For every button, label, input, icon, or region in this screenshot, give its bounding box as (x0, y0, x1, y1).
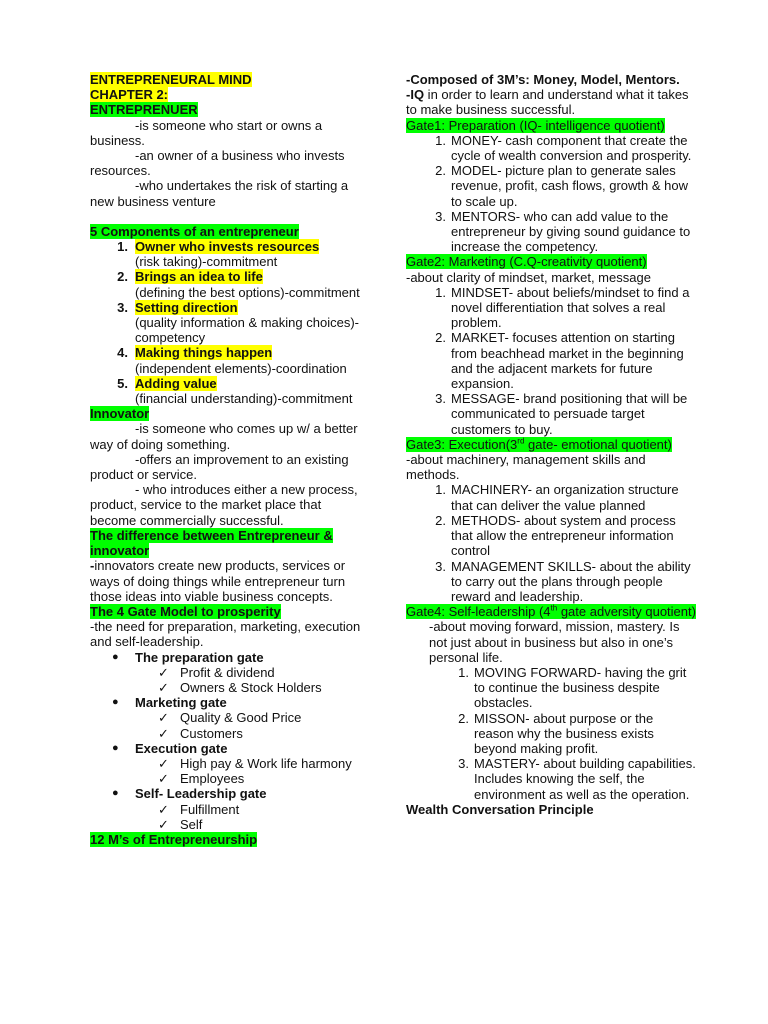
gate3-heading: Gate3: Execution(3rd gate- emotional quotient) (406, 436, 672, 452)
component-desc: (defining the best options)-commitment (135, 284, 360, 300)
gate-label: Marketing gate (135, 695, 227, 711)
component-item: 4. Making things happen (independent elements)-coordination (90, 345, 365, 375)
right-column (406, 72, 696, 817)
gate1-item: 2. MODEL- picture plan to generate sales revenue, profit, cash flows, growth & how to scale up. (435, 163, 689, 209)
components-heading: 5 Components of an entrepreneur (90, 223, 299, 239)
gate4-heading: Gate4: Self-leadership (4th gate adversity quotient) (406, 603, 696, 620)
gate-subitem: ✓ Quality & Good Price (158, 710, 302, 726)
gate-label: Self- Leadership gate (135, 786, 267, 802)
bullet-icon: ● (112, 696, 119, 709)
iq-text: -IQ in order to learn and understand what it takes to make business successful. (406, 87, 689, 118)
gate4-item: 2. MISSON- about purpose or the reason why the business exists beyond making profit. (458, 710, 654, 756)
component-label: Owner who invests resources (135, 239, 320, 255)
gate-subitem: ✓ Self (158, 816, 203, 832)
gate4-intro: -about moving forward, mission, mastery. Is not just about in business but also in one’s personal life. (429, 619, 680, 665)
checkmark-icon: ✓ (158, 664, 169, 680)
gate2-item: 2. MARKET- focuses attention on starting from beachhead market in the beginning and the adjacent markets for future expansion. (435, 330, 684, 392)
entrepreneur-definition-3: -who undertakes the risk of starting a new business venture (90, 178, 349, 209)
gate-subitem: ✓ Owners & Stock Holders (158, 679, 322, 695)
gate4-item: 1. MOVING FORWARD- having the grit to continue the business despite obstacles. (458, 664, 687, 711)
checkmark-icon: ✓ (158, 771, 169, 787)
gate2-item: 3. MESSAGE- brand positioning that will be communicated to persuade target customers to buy. (435, 391, 688, 437)
gate1-item: 1. MONEY- cash component that create the cycle of wealth conversion and prosperity. (435, 132, 692, 164)
wealth-conversation-heading: Wealth Conversation Principle (406, 801, 594, 817)
innovator-definition-3: - who introduces either a new process, product, service to the market place that become commercially successful. (90, 482, 358, 528)
gate2-item: 1. MINDSET- about beliefs/mindset to find a novel differentiation that solves a real problem. (435, 284, 690, 331)
gate2-heading: Gate2: Marketing (C.Q-creativity quotient) (406, 254, 647, 270)
checkmark-icon: ✓ (158, 755, 169, 771)
checkmark-icon: ✓ (158, 816, 169, 832)
innovator-heading: Innovator (90, 406, 150, 422)
gate-label: The preparation gate (135, 649, 264, 665)
component-desc: (financial understanding)-commitment (135, 391, 353, 407)
bullet-icon: ● (112, 650, 119, 663)
component-item: 1. Owner who invests resources (risk taking)-commitment (90, 239, 365, 269)
innovator-definition-1: -is someone who comes up w/ a better way of doing something. (90, 421, 358, 452)
bullet-icon: ● (112, 787, 119, 800)
gate-subitem: ✓ Profit & dividend (158, 664, 275, 680)
gate3-item: 3. MANAGEMENT SKILLS- about the ability to carry out the plans through people reward and leadership. (435, 558, 691, 604)
gate-item (90, 786, 365, 801)
gate-model-heading: The 4 Gate Model to prosperity (90, 603, 281, 619)
component-desc: (independent elements)-coordination (135, 360, 347, 376)
gate-subitem: ✓ High pay & Work life harmony (158, 755, 352, 771)
title-entrepreneur: ENTREPRENUER (90, 102, 198, 118)
title-chapter: CHAPTER 2: (90, 87, 169, 103)
innovator-definition-2: -offers an improvement to an existing product or service. (90, 451, 349, 483)
entrepreneur-definition-2: -an owner of a business who invests resources. (90, 148, 345, 179)
gate3-item: 1. MACHINERY- an organization structure that can deliver the value planned (435, 482, 679, 513)
gate-label: Execution gate (135, 740, 228, 756)
component-label: Making things happen (135, 345, 273, 361)
left-column (90, 72, 365, 847)
component-desc: (risk taking)-commitment (135, 254, 278, 270)
checkmark-icon: ✓ (158, 710, 169, 726)
gate-item (90, 650, 365, 665)
gate-item (90, 695, 365, 710)
gate3-item: 2. METHODS- about system and process that allow the entrepreneur information control (435, 512, 676, 559)
gate1-heading: Gate1: Preparation (IQ- intelligence quotient) (406, 117, 665, 133)
difference-heading: The difference between Entrepreneur & innovator (90, 527, 333, 559)
checkmark-icon: ✓ (158, 801, 169, 817)
twelve-ms-heading: 12 M’s of Entrepreneurship (90, 831, 258, 847)
component-item: 3. Setting direction (quality information & making choices)-competency (90, 300, 365, 346)
component-item: 2. Brings an idea to life (defining the best options)-commitment (90, 269, 365, 299)
difference-text: -innovators create new products, services or ways of doing things while entrepreneur turn those ideas into viable business concepts. (90, 558, 346, 604)
title-entrepreneurial-mind: ENTREPRENEURAL MIND (90, 72, 252, 87)
gate-subitem: ✓ Fulfillment (158, 801, 240, 817)
checkmark-icon: ✓ (158, 679, 169, 695)
composed-of-3ms: -Composed of 3M’s: Money, Model, Mentors. (406, 72, 680, 87)
checkmark-icon: ✓ (158, 725, 169, 741)
component-item: 5. Adding value (financial understanding)-commitment (90, 376, 365, 406)
gate3-intro: -about machinery, management skills and methods. (406, 452, 646, 483)
gate2-intro: -about clarity of mindset, market, message (406, 269, 651, 285)
component-label: Brings an idea to life (135, 269, 263, 285)
component-label: Adding value (135, 375, 217, 391)
entrepreneur-definition-1: -is someone who start or owns a business. (90, 117, 323, 148)
gate-subitem: ✓ Employees (158, 771, 245, 787)
gate-subitem: ✓ Customers (158, 725, 243, 741)
gate4-item: 3. MASTERY- about building capabilities. Includes knowing the self, the environment as well as the operation. (458, 756, 696, 802)
component-desc: (quality information & making choices)-competency (135, 315, 359, 346)
bullet-icon: ● (112, 741, 119, 754)
gate-model-intro: -the need for preparation, marketing, execution and self-leadership. (90, 619, 361, 650)
gate-item (90, 741, 365, 756)
gate1-item: 3. MENTORS- who can add value to the entrepreneur by giving sound guidance to increase the competency. (435, 208, 691, 255)
component-label: Setting direction (135, 299, 238, 315)
